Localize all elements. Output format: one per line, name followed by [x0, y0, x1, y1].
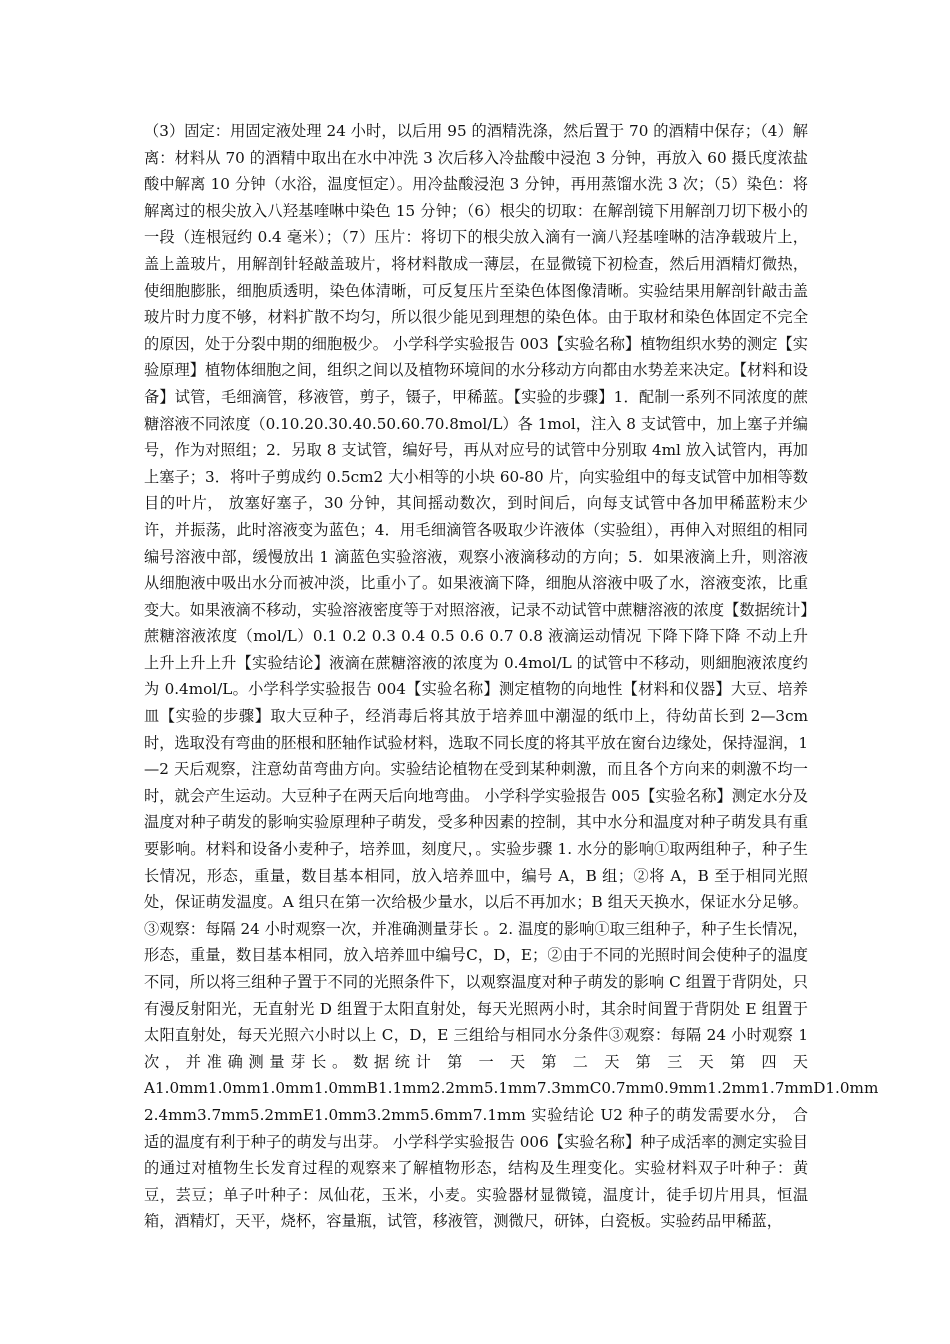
document-body-text: （3）固定：用固定液处理 24 小时，以后用 95 的酒精洗涤，然后置于 70 的酒精中保存；（4）解离：材料从 70 的酒精中取出在水中冲洗 3 次后移入冷盐酸中浸泡 3 分钟，再放入 60 摄氏度浓盐酸中解离 10 分钟（水浴，温度恒定）。用冷盐酸浸泡 3 分钟，再用蒸馏水洗 3 次；（5）染色：将解离过的根尖放入八羟基喹啉中染色 15 分钟；（6）根尖的切取：在解剖镜下用解剖刀切下极小的一段（连根冠约 0.4 毫米）；（7）压片：将切下的根尖放入滴有一滴八羟基喹啉的洁净载玻片上，盖上盖玻片，用解剖针轻敲盖玻片，将材料散成一薄层，在显微镜下初检查，然后用酒精灯微热，使细胞膨胀，细胞质透明，染色体清晰，可反复压片至染色体图像清晰。实验结果用解剖针敲击盖玻片时力度不够，材料扩散不均匀，所以很少能见到理想的染色体。由于取材和染色体固定不完全的原因，处于分裂中期的细胞极少。 小学科学实验报告 003【实验名称】植物组织水势的测定【实验原理】植物体细胞之间，组织之间以及植物环境间的水分移动方向都由水势差来决定。【材料和设备】试管，毛细滴管，移液管，剪子，镊子，甲稀蓝。【实验的步骤】1．配制一系列不同浓度的蔗糖溶液不同浓度（0.10.20.30.40.50.60.70.8mol/L）各 1mol，注入 8 支试管中，加上塞子并编号，作为对照组；2．另取 8 支试管，编好号，再从对应号的试管中分别取 4ml 放入试管内，再加上塞子；3．将叶子剪成约 0.5cm2 大小相等的小块 60-80 片，向实验组中的每支试管中加相等数目的叶片， 放塞好塞子，30 分钟，其间摇动数次，到时间后，向每支试管中各加甲稀蓝粉末少许，并振荡，此时溶液变为蓝色；4．用毛细滴管各吸取少许液体（实验组），再伸入对照组的相同编号溶液中部，缓慢放出 1 滴蓝色实验溶液，观察小液滴移动的方向；5．如果液滴上升，则溶液从细胞液中吸出水分而被冲淡，比重小了。如果液滴下降，细胞从溶液中吸了水，溶液变浓，比重变大。如果液滴不移动，实验溶液密度等于对照溶液，记录不动试管中蔗糖溶液的浓度【数据统计】蔗糖溶液浓度（mol/L）0.1 0.2 0.3 0.4 0.5 0.6 0.7 0.8 液滴运动情况 下降下降下降 不动上升上升上升上升【实验结论】液滴在蔗糖溶液的浓度为 0.4mol/L 的试管中不移动，则細胞液浓度约为 0.4mol/L。小学科学实验报告 004【实验名称】测定植物的向地性【材料和仪器】大豆、培养皿【实验的步骤】取大豆种子，经消毒后将其放于培养皿中潮湿的纸巾上，待幼苗长到 2—3cm 时，选取没有弯曲的胚根和胚轴作试验材料，选取不同长度的将其平放在窗台边缘处，保持湿润，1—2 天后观察，注意幼苗弯曲方向。实验结论植物在受到某种刺激，而且各个方向来的刺激不均一时，就会产生运动。大豆种子在两天后向地弯曲。 小学科学实验报告 005【实验名称】测定水分及温度对种子萌发的影响实验原理种子萌发，受多种因素的控制，其中水分和温度对种子萌发具有重要影响。材料和设备小麦种子，培养皿，刻度尺，。实验步骤 1. 水分的影响①取两组种子，种子生长情况，形态，重量，数目基本相同，放入培养皿中，编号 A，B 组；②将 A，B 至于相同光照处，保证萌发温度。A 组只在第一次给极少量水，以后不再加水；B 组天天换水，保证水分足够。③观察：每隔 24 小时观察一次，并准确测量芽长 。2. 温度的影响①取三组种子，种子生长情况，形态，重量，数目基本相同，放入培养皿中编号C，D，E；②由于不同的光照时间会使种子的温度不同，所以将三组种子置于不同的光照条件下，以观察温度对种子萌发的影响 C 组置于背阴处，只有漫反射阳光，无直射光 D 组置于太阳直射处，每天光照两小时，其余时间置于背阴处 E 组置于太阳直射处，每天光照六小时以上 C，D，E 三组给与相同水分条件③观察：每隔 24 小时观察 1 次，并准确测量芽长。数据统计 第 一 天 第 二 天 第 三 天 第 四 天 A1.0mm1.0mm1.0mm1.0mmB1.1mm2.2mm5.1mm7.3mmC0.7mm0.9mm1.2mm1.7mmD1.0mm 2.4mm3.7mm5.2mmE1.0mm3.2mm5.6mm7.1mm 实验结论 U2 种子的萌发需要水分， 合适的温度有利于种子的萌发与出芽。 小学科学实验报告 006【实验名称】种子成活率的测定实验目的通过对植物生长发育过程的观察来了解植物形态，结构及生理变化。实验材料双子叶种子：黄豆，芸豆；单子叶种子：凤仙花，玉米，小麦。实验器材显微镜，温度计，徒手切片用具，恒温箱，酒精灯，天平，烧杯，容量瓶，试管，移液管，测微尺，研钵，白瓷板。实验药品甲稀蓝，	[144, 122, 879, 1231]
